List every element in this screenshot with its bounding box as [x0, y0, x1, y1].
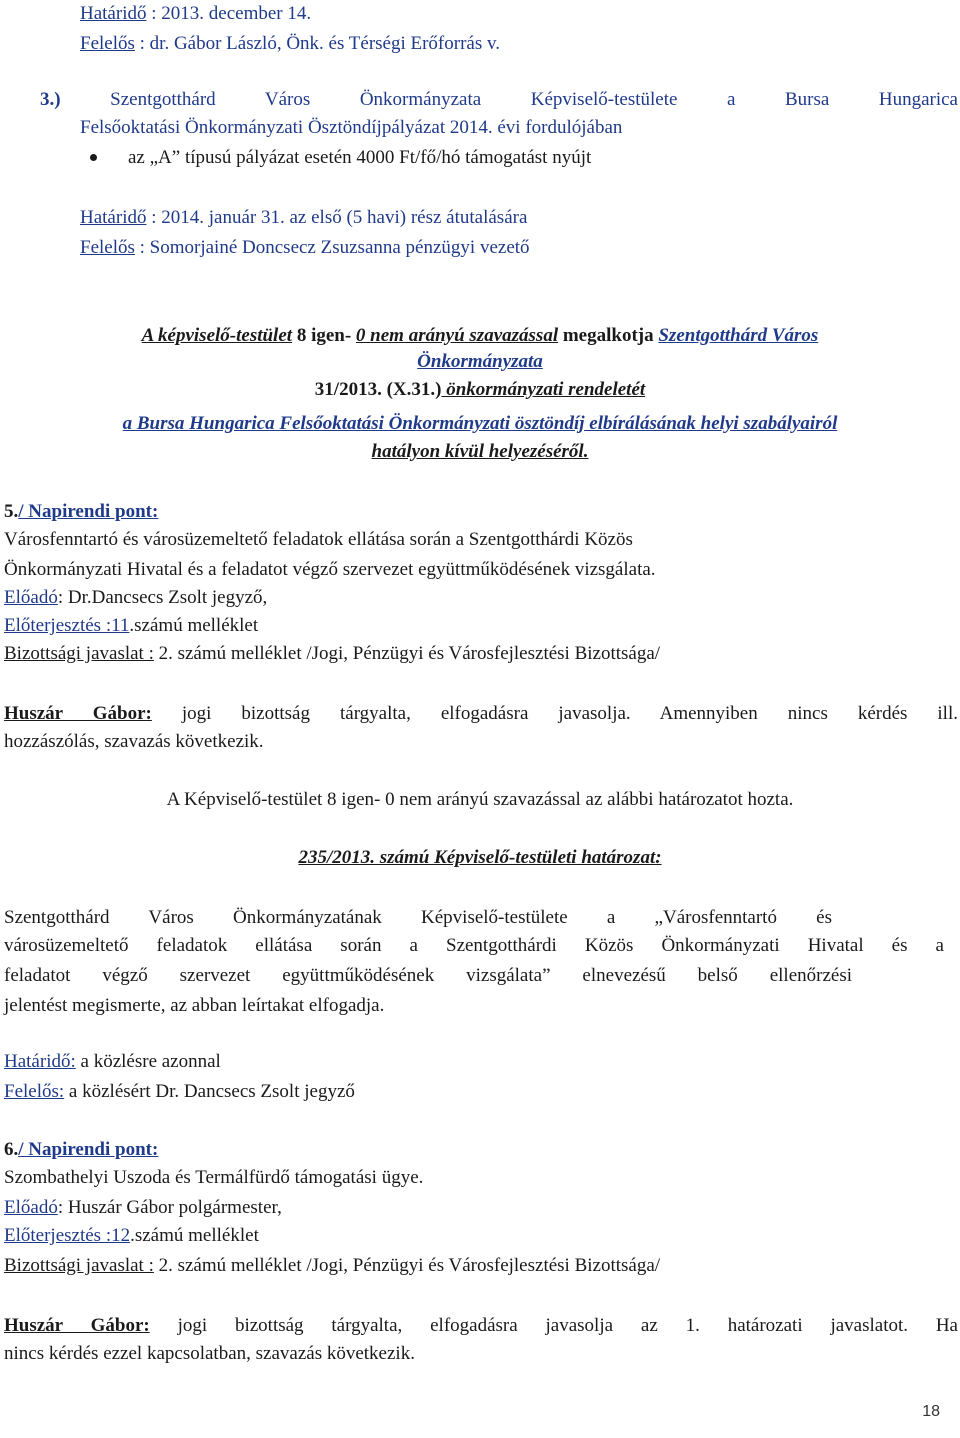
agenda6-presenter-value: : Huszár Gábor polgármester,	[57, 1197, 282, 1218]
decision-part1: A képviselő-testület	[141, 325, 293, 346]
item3-text1: Szentgotthárd Város Önkormányzata Képviselő-testülete a Bursa Hungarica	[60, 89, 958, 110]
item3-responsible-label: Felelős	[80, 237, 135, 258]
resolution-text2: városüzemeltető feladatok ellátása során a Szentgotthárdi Közös Önkormányzati Hivatal és a	[4, 935, 944, 956]
decision-regtext: önkormányzati rendeletét	[441, 379, 646, 400]
decision-line5: hatályon kívül helyezéséről.	[371, 441, 589, 462]
decision-part2: 8 igen-	[292, 325, 356, 346]
agenda5-committee	[4, 642, 660, 666]
agenda6-proposal-value: .számú melléklet	[130, 1225, 259, 1246]
resolution-text3: feladatot végző szervezet együttműködésének vizsgálata” elnevezésű belső ellenőrzési	[4, 965, 852, 986]
resolution-text1: Szentgotthárd Város Önkormányzatának Képviselő-testülete a „Városfenntartó és	[4, 907, 832, 928]
agenda5-vote: A Képviselő-testület 8 igen- 0 nem arányú szavazással az alábbi határozatot hozta.	[166, 789, 794, 810]
resolution-deadline-label: Határidő:	[4, 1051, 76, 1072]
agenda5-speech1	[4, 702, 958, 726]
item3-bullet-text: az „A” típusú pályázat esetén 4000 Ft/fő/hó támogatást nyújt	[128, 147, 592, 168]
agenda6-heading	[4, 1138, 158, 1162]
deadline-value: : 2013. december 14.	[146, 3, 312, 24]
decision-line1	[0, 324, 960, 348]
deadline-line	[80, 2, 311, 26]
decision-part3: 0 nem arányú szavazással	[355, 325, 559, 346]
agenda5-speaker: Huszár Gábor:	[4, 703, 152, 724]
responsible-label: Felelős	[80, 33, 135, 54]
responsible-value: : dr. Gábor László, Önk. és Térségi Erőforrás v.	[134, 33, 501, 54]
bullet-icon	[90, 154, 97, 161]
agenda5-title1: Városfenntartó és városüzemeltető feladatok ellátása során a Szentgotthárdi Közös	[4, 529, 633, 550]
agenda6-speech2: nincs kérdés ezzel kapcsolatban, szavazás következik.	[4, 1343, 415, 1364]
agenda5-speech-text1: jogi bizottság tárgyalta, elfogadásra javasolja. Amennyiben nincs kérdés ill.	[151, 703, 958, 724]
decision-part5: Szentgotthárd Város	[658, 325, 819, 346]
agenda6-proposal	[4, 1224, 259, 1248]
resolution-deadline	[4, 1050, 221, 1074]
agenda6-presenter	[4, 1196, 282, 1220]
agenda5-proposal-value: .számú melléklet	[129, 615, 259, 636]
agenda6-committee-value: 2. számú melléklet /Jogi, Pénzügyi és Városfejlesztési Bizottsága/	[153, 1255, 661, 1276]
agenda5-presenter	[4, 586, 267, 610]
item3-line1	[40, 88, 958, 112]
responsible-line	[80, 32, 500, 56]
agenda5-committee-value: 2. számú melléklet /Jogi, Pénzügyi és Városfejlesztési Bizottsága/	[153, 643, 661, 664]
agenda5-heading	[4, 500, 158, 524]
agenda5-proposal-label: Előterjesztés :11	[4, 615, 130, 636]
resolution-responsible	[4, 1080, 355, 1104]
agenda5-title2: Önkormányzati Hivatal és a feladatot végző szervezet együttműködésének vizsgálata.	[4, 559, 656, 580]
agenda6-speech-text1: jogi bizottság tárgyalta, elfogadásra javasolja az 1. határozati javaslatot. Ha	[149, 1315, 958, 1336]
decision-line2: Önkormányzata	[417, 351, 543, 372]
agenda6-heading-text: / Napirendi pont:	[18, 1139, 159, 1160]
resolution-responsible-value: a közlésért Dr. Dancsecs Zsolt jegyző	[64, 1081, 355, 1102]
agenda6-committee	[4, 1254, 660, 1278]
agenda6-title: Szombathelyi Uszoda és Termálfürdő támogatási ügye.	[4, 1167, 424, 1188]
agenda5-presenter-label: Előadó	[4, 587, 58, 608]
resolution-text4: jelentést megismerte, az abban leírtakat elfogadja.	[4, 995, 385, 1016]
agenda6-speech1	[4, 1314, 958, 1338]
agenda6-committee-label: Bizottsági javaslat :	[4, 1255, 154, 1276]
agenda5-heading-text: / Napirendi pont:	[18, 501, 159, 522]
agenda5-heading-num: 5.	[4, 501, 19, 522]
item3-responsible-value: : Somorjainé Doncsecz Zsuzsanna pénzügyi vezető	[134, 237, 530, 258]
agenda5-presenter-value: : Dr.Dancsecs Zsolt jegyző,	[57, 587, 268, 608]
decision-line4: a Bursa Hungarica Felsőoktatási Önkormányzati ösztöndíj elbírálásának helyi szabályairól	[122, 413, 838, 434]
item3-deadline-value: : 2014. január 31. az első (5 havi) rész átutalására	[146, 207, 528, 228]
decision-line3	[0, 378, 960, 402]
agenda6-speaker: Huszár Gábor:	[4, 1315, 150, 1336]
deadline-label: Határidő	[80, 3, 147, 24]
decision-part4: megalkotja	[558, 325, 659, 346]
resolution-title: 235/2013. számú Képviselő-testületi határozat:	[298, 847, 662, 868]
agenda6-heading-num: 6.	[4, 1139, 19, 1160]
item3-number: 3.)	[40, 89, 61, 110]
page-number: 18	[922, 1403, 940, 1420]
agenda6-presenter-label: Előadó	[4, 1197, 58, 1218]
decision-regnum: 31/2013. (X.31.)	[314, 379, 442, 400]
resolution-responsible-label: Felelős:	[4, 1081, 65, 1102]
item3-deadline-label: Határidő	[80, 207, 147, 228]
agenda5-speech2: hozzászólás, szavazás következik.	[4, 731, 264, 752]
item3-deadline-line	[80, 206, 527, 230]
agenda5-proposal	[4, 614, 258, 638]
agenda5-committee-label: Bizottsági javaslat :	[4, 643, 154, 664]
item3-responsible-line	[80, 236, 530, 260]
resolution-deadline-value: a közlésre azonnal	[75, 1051, 221, 1072]
item3-line2: Felsőoktatási Önkormányzati Ösztöndíjpályázat 2014. évi fordulójában	[80, 117, 623, 138]
agenda6-proposal-label: Előterjesztés :12	[4, 1225, 131, 1246]
